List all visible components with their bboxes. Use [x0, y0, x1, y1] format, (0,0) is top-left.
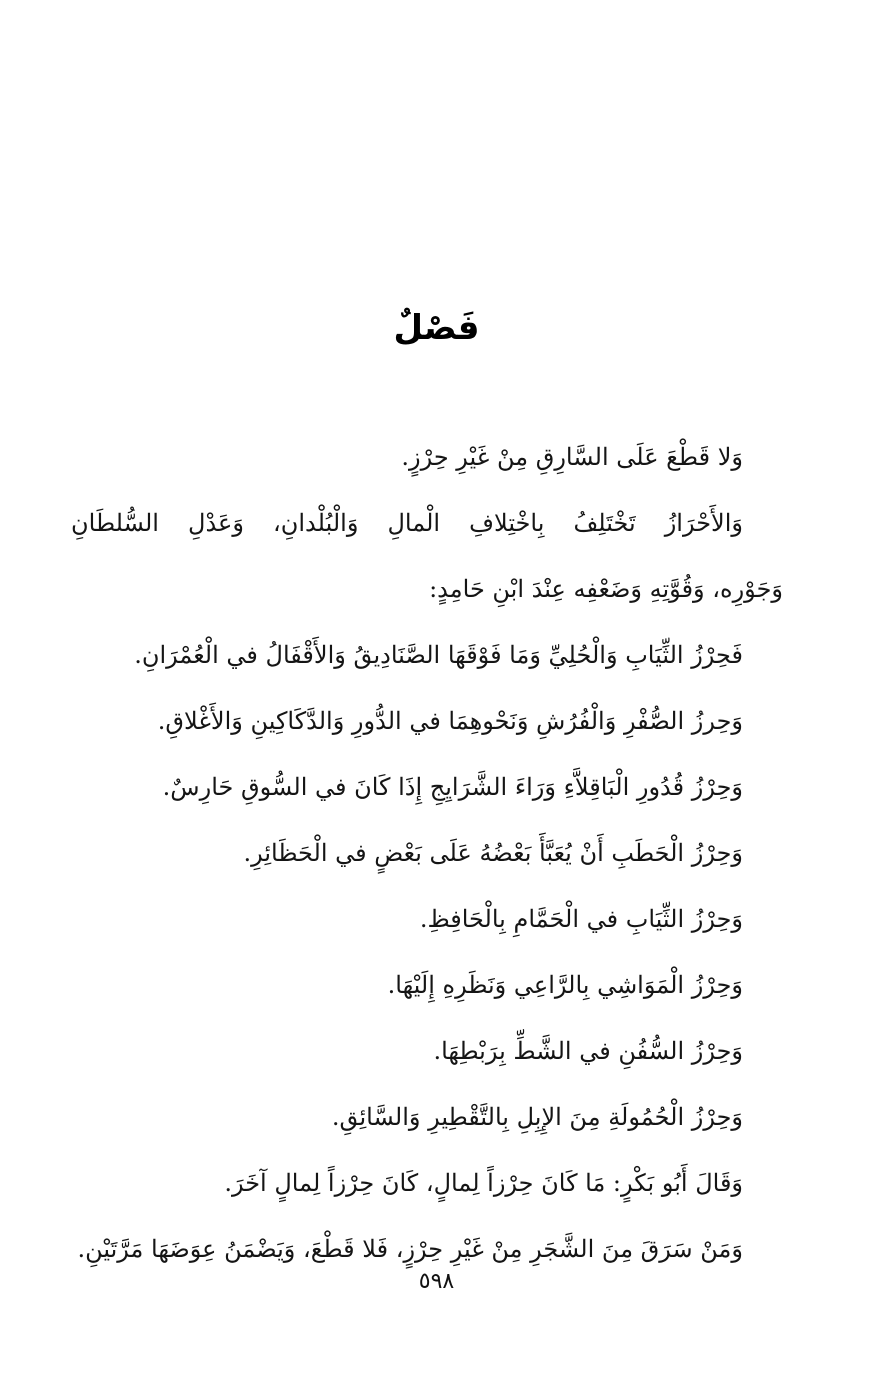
text-line-4: فَحِرْزُ الثِّيَابِ وَالْحُلِيِّ وَمَا فَوْقَهَا الصَّنَادِيقُ وَالأَقْفَالُ في الْعُمْرَانِ.: [134, 641, 743, 669]
text-line-9: وَحِرْزُ الْمَوَاشِي بِالرَّاعِي وَنَظَرِهِ إِلَيْهَا.: [387, 971, 743, 999]
page-number: ٥٩٨: [418, 1269, 455, 1294]
text-line-8: وَحِرْزُ الثِّيَابِ في الْحَمَّامِ بِالْحَافِظِ.: [419, 905, 743, 933]
section-heading: فَصْلٌ: [393, 308, 480, 348]
text-line-5: وَحِرزُ الصُّفْرِ وَالْفُرُشِ وَنَحْوهِمَا في الدُّورِ وَالدَّكَاكِينِ وَالأَغْلاقِ.: [157, 707, 743, 735]
text-line-11: وَحِرْزُ الْحُمُولَةِ مِنَ الإِبِلِ بِالتَّقْطِيرِ وَالسَّائِقِ.: [331, 1103, 743, 1131]
text-line-10: وَحِرْزُ السُّفُنِ في الشَّطِّ بِرَبْطِهَا.: [433, 1037, 743, 1065]
body-text: [71, 424, 783, 1282]
text-line-1: وَلا قَطْعَ عَلَى السَّارِقِ مِنْ غَيْرِ حِرْزٍ.: [401, 443, 743, 471]
text-line-7: وَحِرْزُ الْحَطَبِ أَنْ يُعَبَّأَ بَعْضُهُ عَلَى بَعْضٍ في الْحَظَائِرِ.: [243, 839, 743, 867]
text-line-6: وَحِرْزُ قُدُورِ الْبَاقِلاَّءِ وَرَاءَ الشَّرَايِجِ إِذَا كَانَ في السُّوقِ حَارِسٌ.: [162, 773, 743, 801]
text-line-2: وَالأَحْرَازُ تَخْتَلِفُ بِاخْتِلافِ الْمالِ وَالْبُلْدانِ، وَعَدْلِ السُّلطَانِ: [71, 509, 743, 537]
text-line-13: وَمَنْ سَرَقَ مِنَ الشَّجَرِ مِنْ غَيْرِ حِرْزٍ، فَلا قَطْعَ، وَيَضْمَنُ عِوَضَهَا مَرَّتَيْنِ.: [77, 1235, 743, 1263]
text-line-12: وَقَالَ أَبُو بَكْرٍ: مَا كَانَ حِرْزاً لِمالٍ، كَانَ حِرْزاً لِمالٍ آخَرَ.: [224, 1169, 743, 1197]
text-line-3: وَجَوْرِه، وَقُوَّتِهِ وَضَعْفِه عِنْدَ ابْنِ حَامِدٍ:: [429, 575, 783, 603]
